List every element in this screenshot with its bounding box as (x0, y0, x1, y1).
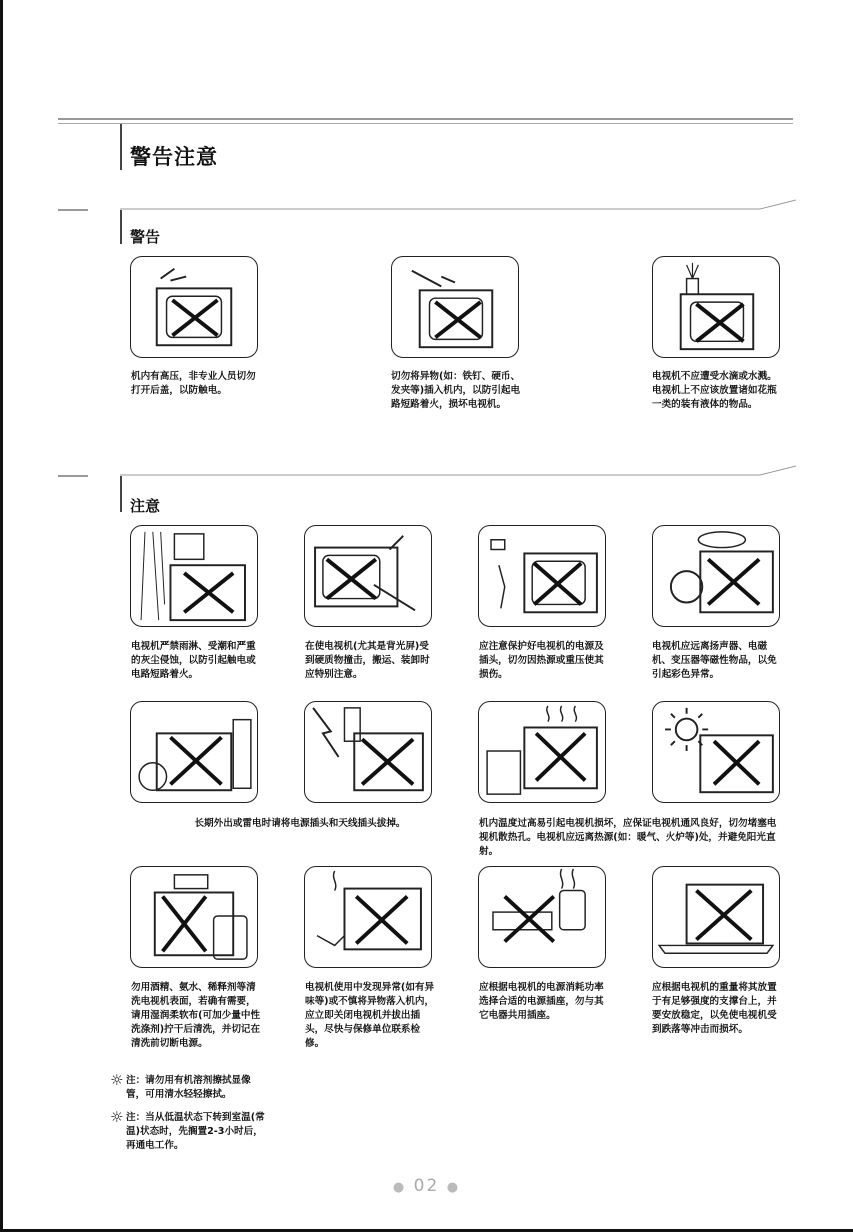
caution-row1-item-4-caption: 电视机应远离扬声器、电磁机、变压器等磁性物品，以免引起彩色异常。 (652, 641, 777, 680)
caution-row2-item-3-picture (478, 701, 606, 803)
caution-row2-caption-left: 长期外出或雷电时请将电源插头和天线插头拔掉。 (194, 818, 406, 829)
caution-row3-item-2-picture (304, 866, 432, 968)
page-number-dot-left: ● (392, 1180, 407, 1195)
caution-bar (120, 476, 122, 512)
page-frame-left (0, 0, 3, 1232)
caution-row2-item-4-picture (652, 701, 780, 803)
warning-item-1-picture (130, 256, 258, 358)
caution-row2-item-2-picture (304, 701, 432, 803)
warning-item-3-caption: 电视机不应遭受水滴或水溅。电视机上不应该放置诸如花瓶一类的装有液体的物品。 (652, 371, 777, 410)
caution-row1-item-3-caption: 应注意保护好电视机的电源及插头，切勿因热源或重压使其损伤。 (479, 641, 604, 680)
caution-row1-item-1-picture (130, 525, 258, 627)
caution-row1-item-1-caption: 电视机严禁雨淋、受潮和严重的灰尘侵蚀，以防引起触电或电路短路着火。 (131, 641, 256, 680)
note-2: 注：当从低温状态下转到室温(常温)状态时，先搁置2-3小时后，再通电工作。 (126, 1112, 265, 1151)
page-title: 警告注意 (130, 145, 218, 169)
page-number-text: 02 (413, 1176, 440, 1196)
caution-row1-item-2-picture (304, 525, 432, 627)
warning-item-3-picture (652, 256, 780, 358)
warning-rule (120, 196, 796, 216)
warning-item-2-picture (391, 256, 519, 358)
caution-row3-item-4-caption: 应根据电视机的重量将其放置于有足够强度的支撑台上，并要安放稳定，以免使电视机受到跌落等冲击而损坏。 (652, 982, 777, 1035)
note-1: 注：请勿用有机溶剂擦拭显像管，可用清水轻轻擦拭。 (126, 1075, 251, 1100)
caution-row1-item-2-caption: 在使电视机(尤其是背光屏)受到硬质物撞击，搬运、装卸时应特别注意。 (305, 641, 430, 680)
caution-row2-caption-right: 机内温度过高易引起电视机损坏，应保证电视机通风良好，切勿堵塞电视机散热孔。电视机应远离热源(如：暖气、火炉等)处，并避免阳光直射。 (479, 818, 777, 857)
caution-row2-item-1-picture (130, 701, 258, 803)
caution-row3-item-2-caption: 电视机使用中发现异常(如有异味等)或不慎将异物落入机内，应立即关闭电视机并拔出插头，尽快与保修单位联系检修。 (305, 982, 435, 1049)
caution-row3-item-3-picture (478, 866, 606, 968)
caution-row3-item-1-caption: 勿用酒精、氨水、稀释剂等清洗电视机表面，若确有需要，请用湿润柔软布(可加少量中性洗涤剂)拧干后清洗，并切记在清洗前切断电源。 (131, 982, 261, 1049)
page-number-dot-right: ● (446, 1180, 461, 1195)
caution-row3-item-3-caption: 应根据电视机的电源消耗功率选择合适的电源插座，勿与其它电器共用插座。 (479, 982, 604, 1021)
warning-item-2-caption: 切勿将异物(如：铁钉、硬币、发夹等)插入机内，以防引起电路短路着火，损坏电视机。 (391, 371, 521, 410)
caution-row1-item-4-picture (652, 525, 780, 627)
caution-rule-stub (58, 475, 88, 477)
header-rule-top (58, 118, 793, 120)
title-bar (120, 124, 122, 170)
caution-row1-item-3-picture (478, 525, 606, 627)
caution-heading: 注意 (130, 497, 161, 515)
tv-opening-back-icon (131, 257, 257, 357)
page-number (0, 1176, 853, 1196)
note-2-sun-icon: ☼ (110, 1108, 124, 1126)
header-rule-bottom (58, 123, 793, 124)
caution-rule (120, 462, 796, 482)
caution-row3-item-1-picture (130, 866, 258, 968)
caution-row3-item-4-picture (652, 866, 780, 968)
warning-heading: 警告 (130, 228, 161, 246)
warning-rule-stub (58, 209, 88, 211)
warning-item-1-caption: 机内有高压，非专业人员切勿打开后盖，以防触电。 (131, 371, 256, 396)
note-1-sun-icon: ☼ (110, 1071, 124, 1089)
warning-bar (120, 210, 122, 244)
